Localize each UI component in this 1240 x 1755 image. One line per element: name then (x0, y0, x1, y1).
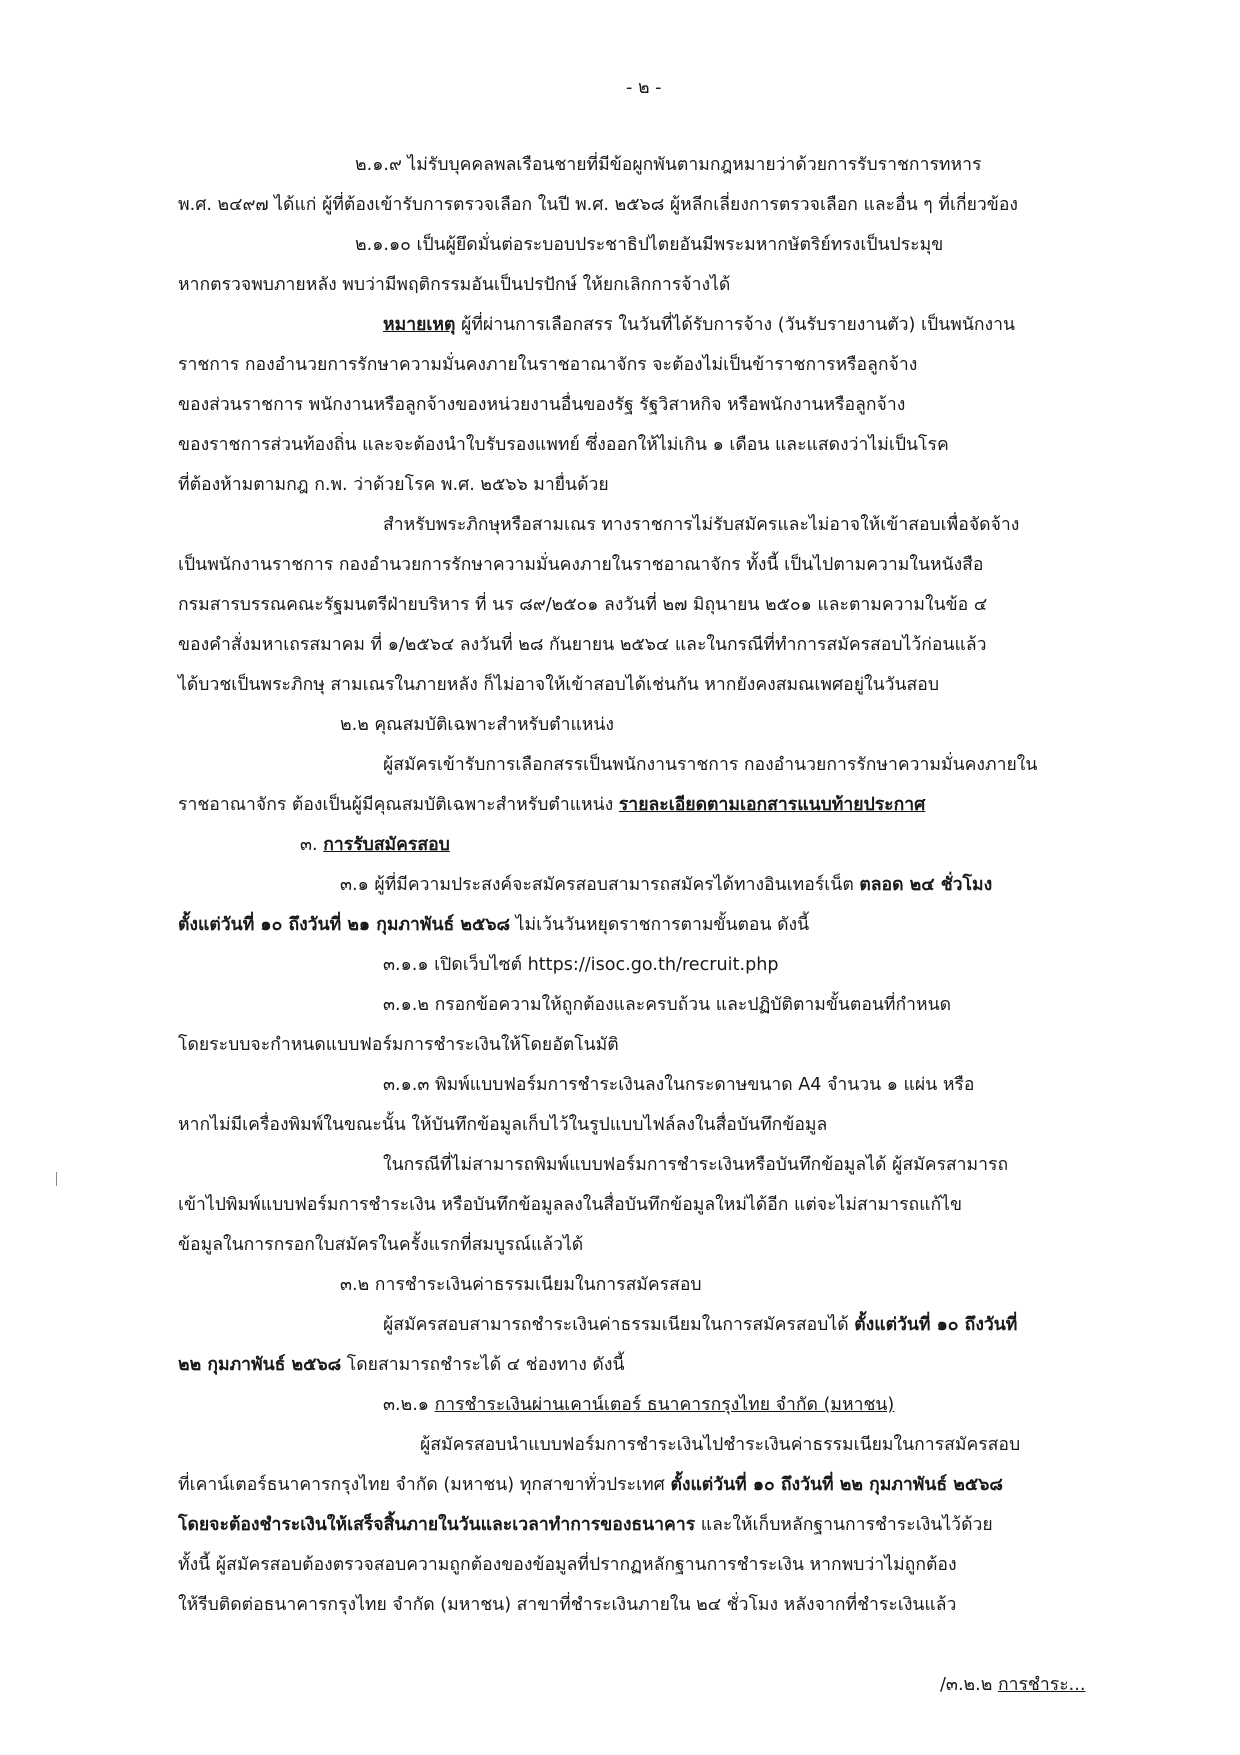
section-3-2-1-line-2-text: ที่เคาน์เตอร์ธนาคารกรุงไทย จำกัด (มหาชน) ทุกสาขาทั่วประเทศ (178, 1475, 671, 1495)
section-3-1-line-1-text: ๓.๑ ผู้ที่มีความประสงค์จะสมัครสอบสามารถสมัครได้ทางอินเทอร์เน็ต (340, 875, 860, 895)
step-3-1-3-line-1: ๓.๑.๓ พิมพ์แบบฟอร์มการชำระเงินลงในกระดาษขนาด A4 จำนวน ๑ แผ่น หรือ (383, 1075, 975, 1095)
continuation-text: การชำระ... (997, 1675, 1086, 1695)
section-2-2-heading: ๒.๒ คุณสมบัติเฉพาะสำหรับตำแหน่ง (340, 715, 615, 735)
attachment-reference: รายละเอียดตามเอกสารแนบท้ายประกาศ (618, 795, 926, 815)
section-3-2-1-line-2 (178, 1465, 1003, 1505)
section-3-2-1-line-3 (178, 1505, 993, 1545)
step-3-1-2-line-2: โดยระบบจะกำหนดแบบฟอร์มการชำระเงินให้โดยอัตโนมัติ (178, 1035, 619, 1055)
section-3-heading (300, 825, 450, 865)
note-line-1 (383, 305, 1015, 345)
cannot-print-line-3: ข้อมูลในการกรอกใบสมัครในครั้งแรกที่สมบูรณ์แล้วได้ (178, 1235, 584, 1255)
note-label: หมายเหตุ (383, 315, 456, 335)
section-2-2-line-1: ผู้สมัครเข้ารับการเลือกสรรเป็นพนักงานราชการ กองอำนวยการรักษาความมั่นคงภายใน (383, 755, 1038, 775)
monks-line-4: ของคำสั่งมหาเถรสมาคม ที่ ๑/๒๕๖๔ ลงวันที่ ๒๘ กันยายน ๒๕๖๔ และในกรณีที่ทำการสมัครสอบไว้ก่อนแล้ว (178, 635, 987, 655)
scan-mark (56, 1172, 57, 1186)
section-3-2-line-2-text: โดยสามารถชำระได้ ๔ ช่องทาง ดังนี้ (341, 1355, 625, 1375)
section-3-2-heading: ๓.๒ การชำระเงินค่าธรรมเนียมในการสมัครสอบ (340, 1275, 702, 1295)
cannot-print-line-2: เข้าไปพิมพ์แบบฟอร์มการชำระเงิน หรือบันทึกข้อมูลลงในสื่อบันทึกข้อมูลใหม่ได้อีก แต่จะไม่สามารถแก้ไข (178, 1195, 963, 1215)
section-2-2-line-2 (178, 785, 925, 825)
clause-2-1-10-line-2: หากตรวจพบภายหลัง พบว่ามีพฤติกรรมอันเป็นปรปักษ์ ให้ยกเลิกการจ้างได้ (178, 275, 731, 295)
monks-line-2: เป็นพนักงานราชการ กองอำนวยการรักษาความมั่นคงภายในราชอาณาจักร ทั้งนี้ เป็นไปตามความในหนังสือ (178, 555, 984, 575)
page-number: - ๒ - (626, 78, 662, 98)
section-3-2-1-deadline: โดยจะต้องชำระเงินให้เสร็จสิ้นภายในวันและเวลาทำการของธนาคาร (178, 1515, 696, 1535)
section-3-2-line-1 (383, 1305, 1017, 1345)
section-3-2-line-2 (178, 1345, 624, 1385)
section-3-2-start-date: ตั้งแต่วันที่ ๑๐ ถึงวันที่ (854, 1315, 1018, 1335)
section-3-2-end-date: ๒๒ กุมภาพันธ์ ๒๕๖๘ (178, 1355, 342, 1375)
note-line-5: ที่ต้องห้ามตามกฎ ก.พ. ว่าด้วยโรค พ.ศ. ๒๕๖๖ มายื่นด้วย (178, 475, 609, 495)
continuation-marker (940, 1665, 1085, 1705)
continuation-prefix: /๓.๒.๒ (940, 1675, 998, 1695)
clause-2-1-10-line-1: ๒.๑.๑๐ เป็นผู้ยึดมั่นต่อระบอบประชาธิปไตยอันมีพระมหากษัตริย์ทรงเป็นประมุข (355, 235, 944, 255)
clause-2-1-9-line-1: ๒.๑.๙ ไม่รับบุคคลพลเรือนชายที่มีข้อผูกพันตามกฎหมายว่าด้วยการรับราชการทหาร (355, 155, 982, 175)
section-3-number: ๓. (300, 835, 324, 855)
section-3-2-line-1-text: ผู้สมัครสอบสามารถชำระเงินค่าธรรมเนียมในการสมัครสอบได้ (383, 1315, 855, 1335)
note-line-1-text: ผู้ที่ผ่านการเลือกสรร ในวันที่ได้รับการจ้าง (วันรับรายงานตัว) เป็นพนักงาน (455, 315, 1015, 335)
note-line-2: ราชการ กองอำนวยการรักษาความมั่นคงภายในราชอาณาจักร จะต้องไม่เป็นข้าราชการหรือลูกจ้าง (178, 355, 918, 375)
section-3-2-1-line-1: ผู้สมัครสอบนำแบบฟอร์มการชำระเงินไปชำระเงินค่าธรรมเนียมในการสมัครสอบ (420, 1435, 1021, 1455)
step-3-1-3-line-2: หากไม่มีเครื่องพิมพ์ในขณะนั้น ให้บันทึกข้อมูลเก็บไว้ในรูปแบบไฟล์ลงในสื่อบันทึกข้อมูล (178, 1115, 828, 1135)
monks-line-5: ได้บวชเป็นพระภิกษุ สามเณรในภายหลัง ก็ไม่อาจให้เข้าสอบได้เช่นกัน หากยังคงสมณเพศอยู่ในวันสอบ (178, 675, 940, 695)
section-3-2-1-line-4: ทั้งนี้ ผู้สมัครสอบต้องตรวจสอบความถูกต้องของข้อมูลที่ปรากฏหลักฐานการชำระเงิน หากพบว่าไม่ถูกต้อง (178, 1555, 957, 1575)
clause-2-1-9-line-2: พ.ศ. ๒๔๙๗ ได้แก่ ผู้ที่ต้องเข้ารับการตรวจเลือก ในปี พ.ศ. ๒๕๖๘ ผู้หลีกเลี่ยงการตรวจเลือก และอื่น ๆ ที่เกี่ยวข้อง (178, 195, 1018, 215)
monks-line-1: สำหรับพระภิกษุหรือสามเณร ทางราชการไม่รับสมัครและไม่อาจให้เข้าสอบเพื่อจัดจ้าง (383, 515, 1020, 535)
section-3-1-line-2 (178, 905, 809, 945)
section-2-2-line-2-text: ราชอาณาจักร ต้องเป็นผู้มีคุณสมบัติเฉพาะสำหรับตำแหน่ง (178, 795, 619, 815)
section-3-2-1-dates: ตั้งแต่วันที่ ๑๐ ถึงวันที่ ๒๒ กุมภาพันธ์ ๒๕๖๘ (670, 1475, 1003, 1495)
section-3-2-1-number: ๓.๒.๑ (383, 1395, 435, 1415)
section-3-1-dates: ตั้งแต่วันที่ ๑๐ ถึงวันที่ ๒๑ กุมภาพันธ์ ๒๕๖๘ (178, 915, 511, 935)
section-3-2-1-title: การชำระเงินผ่านเคาน์เตอร์ ธนาคารกรุงไทย จำกัด (มหาชน) (434, 1395, 895, 1415)
monks-line-3: กรมสารบรรณคณะรัฐมนตรีฝ่ายบริหาร ที่ นร ๘๙/๒๕๐๑ ลงวันที่ ๒๗ มิถุนายน ๒๕๐๑ และตามความในข้อ ๔ (178, 595, 988, 615)
section-3-2-1-line-3-text: และให้เก็บหลักฐานการชำระเงินไว้ด้วย (695, 1515, 993, 1535)
section-3-1-line-1 (340, 865, 992, 905)
note-line-4: ของราชการส่วนท้องถิ่น และจะต้องนำใบรับรองแพทย์ ซึ่งออกให้ไม่เกิน ๑ เดือน และแสดงว่าไม่เป็นโรค (178, 435, 949, 455)
section-3-2-1-line-5: ให้รีบติดต่อธนาคารกรุงไทย จำกัด (มหาชน) สาขาที่ชำระเงินภายใน ๒๔ ชั่วโมง หลังจากที่ชำระเงินแล้ว (178, 1595, 957, 1615)
step-3-1-1: ๓.๑.๑ เปิดเว็บไซต์ https://isoc.go.th/recruit.php (383, 955, 779, 975)
section-3-2-1-heading (383, 1385, 894, 1425)
section-3-title: การรับสมัครสอบ (323, 835, 450, 855)
note-line-3: ของส่วนราชการ พนักงานหรือลูกจ้างของหน่วยงานอื่นของรัฐ รัฐวิสาหกิจ หรือพนักงานหรือลูกจ้าง (178, 395, 906, 415)
step-3-1-2-line-1: ๓.๑.๒ กรอกข้อความให้ถูกต้องและครบถ้วน และปฏิบัติตามขั้นตอนที่กำหนด (383, 995, 952, 1015)
section-3-1-hours: ตลอด ๒๔ ชั่วโมง (859, 875, 993, 895)
section-3-1-line-2-text: ไม่เว้นวันหยุดราชการตามขั้นตอน ดังนี้ (510, 915, 810, 935)
cannot-print-line-1: ในกรณีที่ไม่สามารถพิมพ์แบบฟอร์มการชำระเงินหรือบันทึกข้อมูลได้ ผู้สมัครสามารถ (383, 1155, 1009, 1175)
